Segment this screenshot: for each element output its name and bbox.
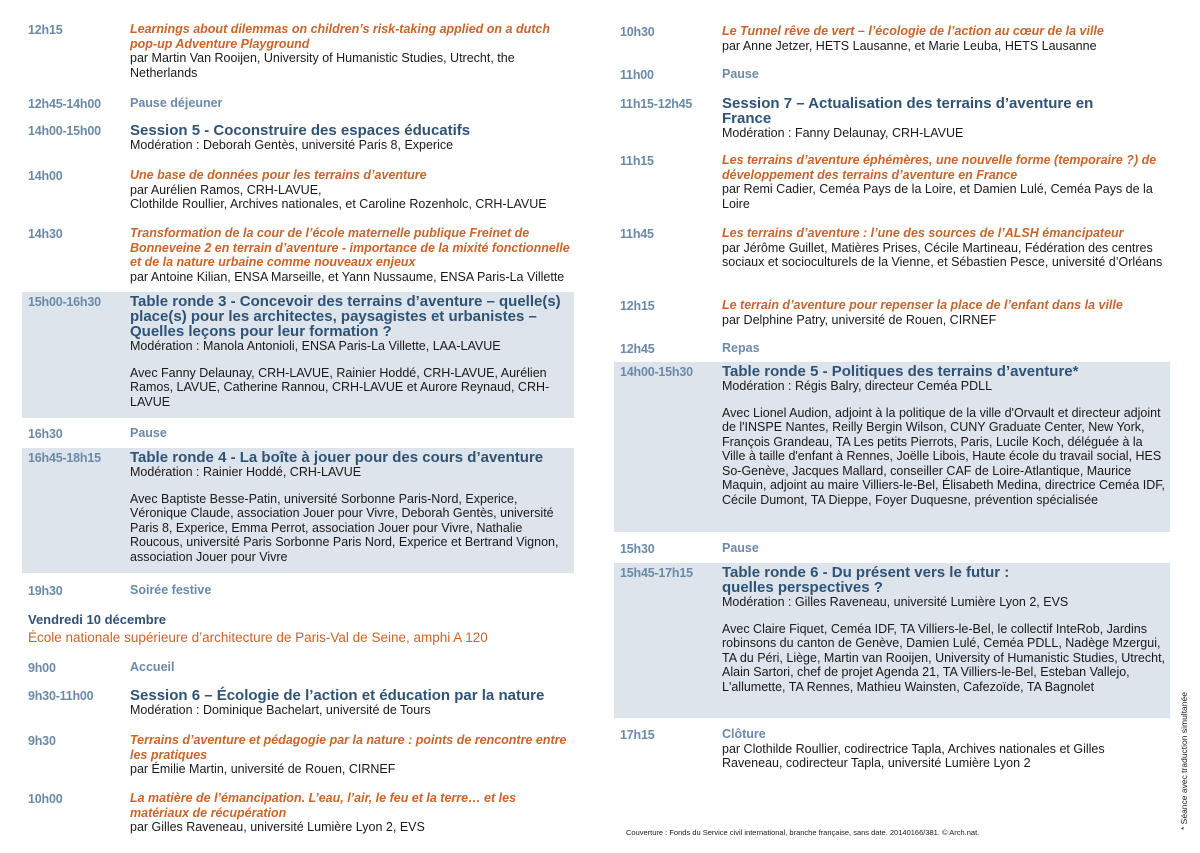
talk-title: Transformation de la cour de l’école maternelle publique Freinet de Bonneveine 2 en terrain d’aventure - importance de la mixité fonctionnelle et de la nature urbaine comme nouveaux enjeux	[130, 226, 570, 269]
break-title: Pause	[722, 67, 759, 81]
talk-title: Le terrain d’aventure pour repenser la place de l’enfant dans la ville	[722, 298, 1123, 312]
session-title: Table ronde 4 - La boîte à jouer pour des cours d’aventure	[130, 449, 544, 466]
program-entry	[22, 789, 574, 838]
speakers: par Remi Cadier, Ceméa Pays de la Loire, et Damien Lulé, Ceméa Pays de la Loire	[722, 182, 1153, 211]
talk-title: Le Tunnel rêve de vert – l’écologie de l’action au cœur de la ville	[722, 24, 1104, 38]
speakers: par Émilie Martin, université de Rouen, CIRNEF	[130, 762, 396, 776]
speakers: par Delphine Patry, université de Rouen, CIRNEF	[722, 312, 997, 327]
entry-time: 9h30-11h00	[28, 689, 94, 703]
session-title: Table ronde 6 - Du présent vers le futur : quelles perspectives ?	[722, 564, 1010, 596]
entry-time: 11h45	[620, 227, 654, 241]
program-entry	[22, 166, 574, 215]
program-entry-roundtable	[614, 362, 1170, 532]
entry-time: 12h45-14h00	[28, 97, 101, 111]
program-entry	[614, 339, 1170, 359]
program-entry	[614, 65, 1170, 85]
program-entry	[614, 296, 1170, 330]
speakers: par Clothilde Roullier, codirectrice Tapla, Archives nationales et Gilles Raveneau, codirecteur Tapla, université Lumière Lyon 2	[722, 741, 1105, 770]
program-entry-roundtable	[22, 448, 574, 573]
entry-time: 11h15-12h45	[620, 97, 693, 111]
break-title: Pause déjeuner	[130, 96, 223, 110]
program-entry	[22, 94, 574, 114]
day-header	[28, 613, 488, 645]
moderation: Modération : Deborah Gentès, université Paris 8, Experice	[130, 138, 454, 152]
break-title: Soirée festive	[130, 583, 212, 597]
session-title: Session 7 – Actualisation des terrains d’aventure en France	[722, 95, 1094, 127]
program-entry	[22, 686, 574, 721]
participants: Avec Baptiste Besse-Patin, université Sorbonne Paris-Nord, Experice, Véronique Claude, association Jouer pour Vivre, Deborah Gentès, université Paris 8, Experice, Emma Perrot, association Jouer pour Vivre, Nathalie Roucous, université Paris Sorbonne Paris Nord, Experice et Bertrand Vignon, association Jouer pour Vivre	[130, 491, 559, 564]
program-entry	[614, 151, 1170, 214]
program-entry	[22, 121, 574, 156]
talk-title: Les terrains d’aventure : l’une des sources de l’ALSH émancipateur	[722, 226, 1124, 240]
program-entry	[614, 539, 1170, 559]
moderation: Modération : Rainier Hoddé, CRH-LAVUE	[130, 465, 362, 479]
break-title: Pause	[722, 541, 759, 555]
cover-credit: Couverture : Fonds du Service civil international, branche française, sans date. 20140166/381. © Arch.nat.	[626, 828, 980, 837]
entry-time: 10h00	[28, 792, 63, 806]
talk-title: Une base de données pour les terrains d’aventure	[130, 168, 427, 182]
program-entry	[22, 658, 574, 678]
session-title: Session 6 – Écologie de l’action et éducation par la nature	[130, 687, 545, 704]
moderation: Modération : Gilles Raveneau, université Lumière Lyon 2, EVS	[722, 595, 1069, 609]
entry-time: 9h30	[28, 734, 56, 748]
entry-time: 12h15	[28, 23, 63, 37]
session-title: Table ronde 3 - Concevoir des terrains d’aventure – quelle(s) place(s) pour les architectes, paysagistes et urbanistes – Quelles leçons pour leur formation ?	[130, 293, 561, 340]
entry-time: 19h30	[28, 584, 63, 598]
speakers: par Anne Jetzer, HETS Lausanne, et Marie Leuba, HETS Lausanne	[722, 38, 1097, 53]
speakers: Clothilde Roullier, Archives nationales, et Caroline Rozenholc, CRH-LAVUE	[130, 197, 547, 211]
moderation: Modération : Manola Antonioli, ENSA Paris-La Villette, LAA-LAVUE	[130, 339, 501, 353]
entry-time: 14h00	[28, 169, 63, 183]
talk-title: Les terrains d’aventure éphémères, une nouvelle forme (temporaire ?) de développement des terrains d’aventure en France	[722, 153, 1157, 182]
entry-time: 11h15	[620, 154, 654, 168]
program-entry	[22, 20, 574, 83]
program-entry	[614, 22, 1170, 56]
closing-title: Clôture	[722, 727, 766, 741]
participants: Avec Claire Fiquet, Ceméa IDF, TA Villiers-le-Bel, le collectif InteRob, Jardins robinsons du canton de Genève, Damien Lulé, Ceméa PDLL, Nadège Mzergui, TA du Péri, Liège, Martin van Rooijen, University of Humanistic Studies, Utrecht, Alain Sartori, chef de projet Agenda 21, TA Villiers-le-Bel, Esteban Vallejo, L'allumette, TA Rennes, Mathieu Wainsten, Cafezoïde, TA Bagnolet	[722, 621, 1166, 694]
talk-title: Terrains d’aventure et pédagogie par la nature : points de rencontre entre les pratiques	[130, 733, 567, 762]
entry-time: 15h30	[620, 542, 655, 556]
program-entry	[22, 731, 574, 780]
program-entry	[614, 94, 1170, 144]
program-entry	[22, 424, 574, 444]
speakers: par Gilles Raveneau, université Lumière Lyon 2, EVS	[130, 820, 425, 834]
participants: Avec Lionel Audion, adjoint à la politique de la ville d'Orvault et directeur adjoint de l'INSPE Nantes, Reilly Bergin Wilson, CUNY Graduate Center, New York, François Grandeau, TA Les petits Pierrots, Paris, Lucile Koch, déléguée à la Ville à taille d'enfant à Rennes, Joëlle Libois, Haute école du travail social, HES So-Genève, Jacques Mallard, conseiller CAF de Loire-Atlantique, Maurice Maquin, adjoint au maire Villiers-le-Bel, Élisabeth Medina, directrice Ceméa IDF, Cécile Dumont, TA Dieppe, Foyer Duquesne, prévention spécialisée	[722, 405, 1166, 507]
entry-time: 14h30	[28, 227, 63, 241]
program-entry	[22, 224, 574, 287]
entry-time: 12h15	[620, 299, 655, 313]
moderation: Modération : Régis Balry, directeur Ceméa PDLL	[722, 379, 993, 393]
entry-time: 16h30	[28, 427, 63, 441]
moderation: Modération : Dominique Bachelart, université de Tours	[130, 703, 431, 717]
talk-title: Learnings about dilemmas on children’s risk-taking applied on a dutch pop-up Adventure Playground	[130, 22, 550, 51]
speakers: par Antoine Kilian, ENSA Marseille, et Yann Nussaume, ENSA Paris-La Villette	[130, 269, 565, 284]
entry-time: 14h00-15h00	[28, 124, 101, 138]
venue: École nationale supérieure d’architecture de Paris-Val de Seine, amphi A 120	[28, 629, 488, 645]
entry-time: 12h45	[620, 342, 655, 356]
speakers: par Aurélien Ramos, CRH-LAVUE,	[130, 182, 322, 197]
entry-time: 10h30	[620, 25, 655, 39]
break-title: Repas	[722, 341, 760, 355]
break-title: Accueil	[130, 660, 175, 674]
entry-time: 15h00-16h30	[28, 295, 101, 309]
program-entry	[614, 725, 1170, 774]
day-title: Vendredi 10 décembre	[28, 612, 167, 627]
moderation: Modération : Fanny Delaunay, CRH-LAVUE	[722, 126, 964, 140]
program-entry	[614, 224, 1170, 273]
participants: Avec Fanny Delaunay, CRH-LAVUE, Rainier Hoddé, CRH-LAVUE, Aurélien Ramos, LAVUE, Catherine Rannou, CRH-LAVUE et Aurore Reynaud, CRH-LAVUE	[130, 365, 550, 409]
entry-time: 9h00	[28, 661, 56, 675]
entry-time: 14h00-15h30	[620, 365, 693, 379]
entry-time: 11h00	[620, 68, 654, 82]
program-entry-roundtable	[614, 563, 1170, 718]
talk-title: La matière de l’émancipation. L’eau, l’air, le feu et la terre… et les matériaux de récupération	[130, 791, 517, 820]
session-title: Table ronde 5 - Politiques des terrains d’aventure*	[722, 363, 1079, 380]
session-title: Session 5 - Coconstruire des espaces éducatifs	[130, 122, 471, 139]
break-title: Pause	[130, 426, 167, 440]
entry-time: 15h45-17h15	[620, 566, 693, 580]
speakers: par Jérôme Guillet, Matières Prises, Cécile Martineau, Fédération des centres sociaux et socioculturels de la Vienne, et Sébastien Pesce, université d’Orléans	[722, 240, 1163, 269]
speakers: par Martin Van Rooijen, University of Humanistic Studies, Utrecht, the Netherlands	[130, 51, 515, 80]
entry-time: 17h15	[620, 728, 655, 742]
entry-time: 16h45-18h15	[28, 451, 101, 465]
program-entry	[22, 581, 574, 601]
program-entry-roundtable	[22, 292, 574, 418]
translation-footnote: * Séance avec traduction simultanée	[1179, 692, 1189, 830]
